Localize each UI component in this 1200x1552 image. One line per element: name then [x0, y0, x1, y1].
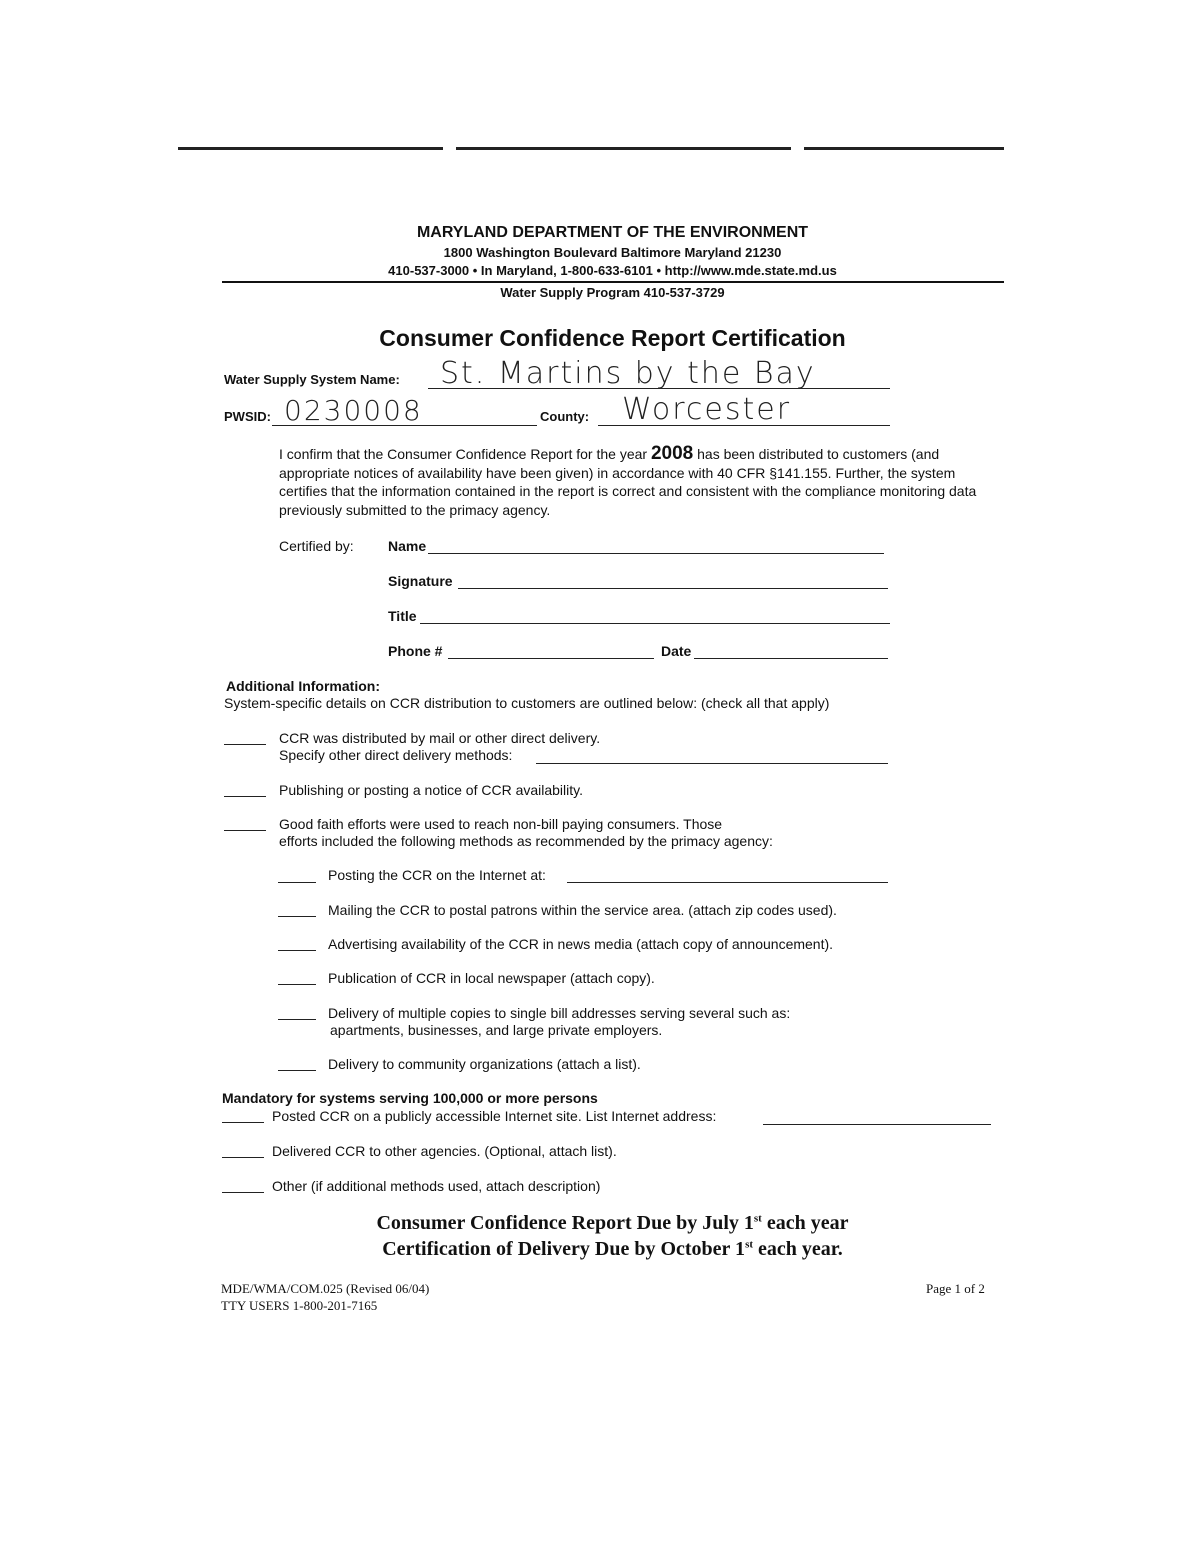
check-blank-mailing[interactable]: [278, 916, 316, 917]
check-blank-community[interactable]: [278, 1070, 316, 1071]
system-name-value: St. Martins by the Bay: [440, 356, 816, 391]
check-blank-advertising[interactable]: [278, 950, 316, 951]
check-blank-other-agencies[interactable]: [222, 1157, 264, 1158]
good-faith-text-line1: Good faith efforts were used to reach non-bill paying consumers. Those: [279, 816, 723, 832]
page-number: Page 1 of 2: [926, 1281, 985, 1296]
community-text: Delivery to community organizations (attach a list).: [328, 1056, 641, 1072]
mail-delivery-specify: Specify other direct delivery methods:: [279, 747, 513, 763]
tty-number: TTY USERS 1-800-201-7165: [221, 1298, 378, 1313]
advertising-text: Advertising availability of the CCR in news media (attach copy of announcement).: [328, 936, 834, 952]
phone-label: Phone #: [388, 643, 443, 659]
check-blank-publication[interactable]: [278, 984, 316, 985]
certified-by-label: Certified by:: [279, 538, 354, 554]
title-field[interactable]: [420, 623, 890, 624]
publishing-text: Publishing or posting a notice of CCR availability.: [279, 782, 584, 798]
agency-address: 1800 Washington Boulevard Baltimore Maryland 21230: [443, 245, 782, 260]
top-divider: [178, 147, 1004, 150]
mailing-text: Mailing the CCR to postal patrons within the service area. (attach zip codes used).: [328, 902, 837, 918]
other-agencies-text: Delivered CCR to other agencies. (Optional, attach list).: [272, 1143, 617, 1159]
multiple-copies-text-line2: apartments, businesses, and large private employers.: [330, 1022, 663, 1038]
additional-info-intro: System-specific details on CCR distribution to customers are outlined below: (check all that apply): [224, 695, 830, 711]
check-blank-multiple-copies[interactable]: [278, 1019, 316, 1020]
check-blank-posted-internet[interactable]: [222, 1122, 264, 1123]
agency-contact: 410-537-3000 • In Maryland, 1-800-633-6101 • http://www.mde.state.md.us: [388, 263, 837, 278]
certification-due-notice: Certification of Delivery Due by October 1st each year.: [382, 1238, 843, 1260]
posting-url-field[interactable]: [567, 882, 888, 883]
posting-text: Posting the CCR on the Internet at:: [328, 867, 546, 883]
check-blank-good-faith[interactable]: [224, 830, 266, 831]
pwsid-value: 0230008: [284, 394, 423, 427]
county-label: County:: [540, 409, 590, 424]
date-label: Date: [661, 643, 692, 659]
header-rule: [222, 281, 1004, 283]
agency-name: MARYLAND DEPARTMENT OF THE ENVIRONMENT: [416, 224, 809, 241]
county-value: Worcester: [622, 392, 792, 427]
mandatory-heading: Mandatory for systems serving 100,000 or more persons: [222, 1090, 598, 1106]
check-blank-posting[interactable]: [278, 882, 316, 883]
publication-text: Publication of CCR in local newspaper (attach copy).: [328, 970, 655, 986]
signature-label: Signature: [388, 573, 453, 589]
check-blank-other[interactable]: [222, 1192, 264, 1193]
certification-statement: I confirm that the Consumer Confidence Report for the year 2008 has been distributed to customers (and appropriate notices of availability have been given) in accordance with 40 CFR §141.155. Further, the system certifies that the information contained in the report is correct and consistent with the compliance monitoring data previously submitted to the primacy agency.: [279, 443, 977, 518]
title-label: Title: [388, 608, 417, 624]
form-title: Consumer Confidence Report Certification: [379, 325, 846, 351]
name-field[interactable]: [428, 553, 884, 554]
mail-delivery-text: CCR was distributed by mail or other direct delivery.: [279, 730, 601, 746]
name-label: Name: [388, 538, 427, 554]
additional-info-heading: Additional Information:: [226, 678, 380, 694]
other-methods-text: Other (if additional methods used, attach description): [272, 1178, 601, 1194]
report-year: 2008: [650, 443, 694, 464]
check-blank-publishing[interactable]: [224, 796, 266, 797]
date-field[interactable]: [694, 658, 888, 659]
form-id: MDE/WMA/COM.025 (Revised 06/04): [221, 1281, 430, 1296]
posted-internet-text: Posted CCR on a publicly accessible Internet site. List Internet address:: [272, 1108, 717, 1124]
other-delivery-methods-field[interactable]: [536, 763, 888, 764]
water-supply-program: Water Supply Program 410-537-3729: [500, 285, 725, 300]
ccr-due-notice: Consumer Confidence Report Due by July 1st each year: [376, 1212, 849, 1234]
check-blank-mail[interactable]: [224, 744, 266, 745]
good-faith-text-line2: efforts included the following methods as recommended by the primacy agency:: [279, 833, 773, 849]
signature-field[interactable]: [458, 588, 888, 589]
multiple-copies-text-line1: Delivery of multiple copies to single bill addresses serving several such as:: [328, 1005, 791, 1021]
internet-address-field[interactable]: [763, 1124, 991, 1125]
system-name-label: Water Supply System Name:: [224, 372, 400, 387]
phone-field[interactable]: [448, 658, 654, 659]
pwsid-label: PWSID:: [224, 409, 271, 424]
